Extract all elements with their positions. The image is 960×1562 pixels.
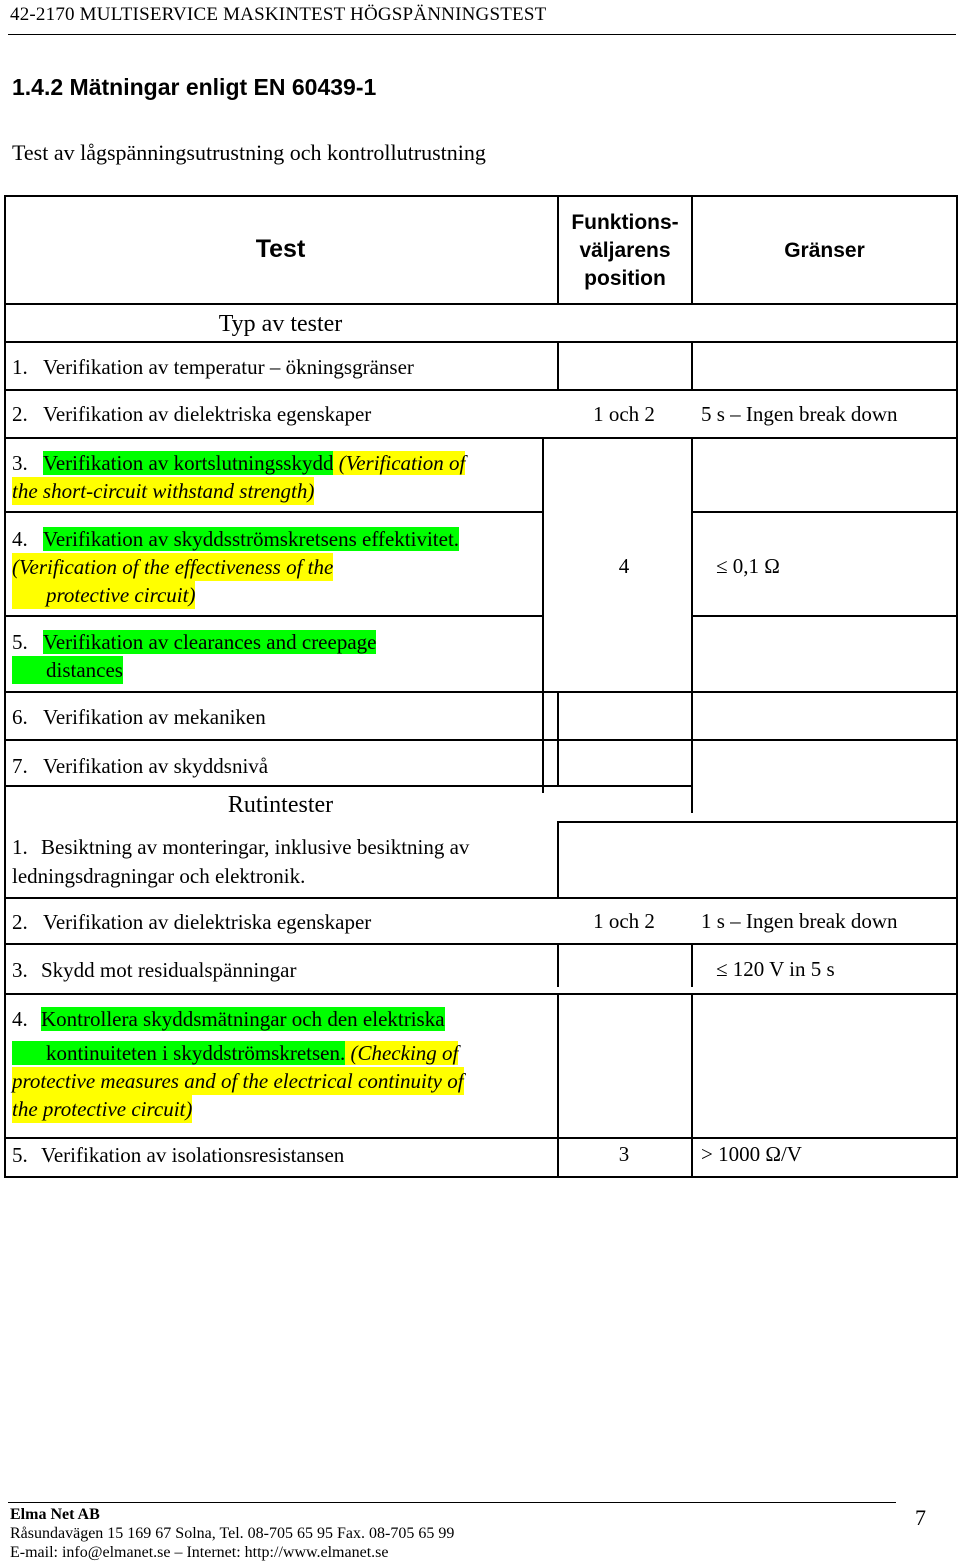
row-number: 3. <box>12 958 28 982</box>
row-text: kontinuiteten i skyddströmskretsen. <box>12 1041 345 1065</box>
type-row-2 <box>12 400 371 428</box>
row-text-english: (Checking of <box>345 1041 458 1065</box>
row-text: Verifikation av skyddsnivå <box>43 754 269 778</box>
routine-row-3 <box>12 956 296 984</box>
row-text: Kontrollera skyddsmätningar och den elektriska <box>41 1007 445 1031</box>
document-header: 42-2170 MULTISERVICE MASKINTEST HÖGSPÄNNINGSTEST <box>10 4 547 25</box>
row-rule <box>691 511 956 513</box>
routine-row-5 <box>12 1141 344 1169</box>
row-rule <box>4 943 956 945</box>
routine-row-4-line2 <box>12 1039 458 1067</box>
header-bottom-rule <box>4 303 956 305</box>
row-rule <box>4 615 542 617</box>
type-row-4-limit: ≤ 0,1 Ω <box>716 554 780 578</box>
row-number: 7. <box>12 754 28 778</box>
row-text: Verifikation av skyddsströmskretsens effektivitet. <box>43 527 460 551</box>
col-divider-10 <box>691 995 693 1137</box>
col-divider-6 <box>557 821 559 897</box>
row-number: 1. <box>12 835 28 859</box>
row-number: 3. <box>12 451 28 475</box>
col-divider-8 <box>691 943 693 987</box>
row-text: Verifikation av kortslutningsskydd <box>43 451 334 475</box>
row-number: 4. <box>12 527 28 551</box>
type-row-1 <box>12 353 414 381</box>
type-row-5-line2: distances <box>12 656 123 684</box>
type-row-4-position: 4 <box>618 554 630 578</box>
routine-row-1 <box>12 833 469 861</box>
measurement-table <box>4 195 958 1178</box>
routine-row-4-line4: the protective circuit) <box>12 1097 193 1121</box>
row-number: 4. <box>12 1007 28 1031</box>
type-row-3 <box>12 449 465 477</box>
row-text: Verifikation av mekaniken <box>43 705 266 729</box>
routine-row-4-line3: protective measures and of the electrical continuity of <box>12 1069 464 1093</box>
row-text: Verifikation av dielektriska egenskaper <box>43 910 372 934</box>
col-divider-4 <box>691 439 693 813</box>
group-heading-type: Typ av tester <box>218 311 343 337</box>
routine-row-2-position: 1 och 2 <box>593 909 655 933</box>
col-divider-5 <box>557 691 559 785</box>
section-subtitle: Test av lågspänningsutrustning och kontrollutrustning <box>12 140 486 165</box>
row-text-english: (Verification of <box>333 451 465 475</box>
header-limits: Gränser <box>784 239 865 262</box>
type-row-3-line2: the short-circuit withstand strength) <box>12 479 315 503</box>
row-text: Verifikation av isolationsresistansen <box>41 1143 345 1167</box>
row-text: Besiktning av monteringar, inklusive besiktning av <box>41 835 470 859</box>
row-rule <box>4 1137 956 1139</box>
header-position-line3: position <box>584 267 666 290</box>
header-position-line1: Funktions- <box>571 211 679 234</box>
routine-row-5-limit: > 1000 Ω/V <box>701 1142 802 1166</box>
routine-row-4 <box>12 1005 445 1033</box>
row-rule <box>4 389 956 391</box>
row-rule <box>4 691 956 693</box>
row-rule <box>4 785 691 787</box>
row-number: 1. <box>12 355 28 379</box>
type-row-6 <box>12 703 266 731</box>
row-number: 2. <box>12 402 28 426</box>
type-row-4-line3: protective circuit) <box>12 581 195 609</box>
col-divider-7 <box>557 943 559 987</box>
row-number: 2. <box>12 910 28 934</box>
group-heading-routine: Rutintester <box>227 792 334 818</box>
type-row-5 <box>12 628 376 656</box>
routine-row-2-limit: 1 s – Ingen break down <box>701 909 898 933</box>
header-rule <box>8 34 956 35</box>
footer-rule <box>8 1502 896 1503</box>
row-rule <box>557 821 956 823</box>
type-row-4-line2: (Verification of the effectiveness of the <box>12 555 334 579</box>
footer-address: Råsundavägen 15 169 67 Solna, Tel. 08-705 65 95 Fax. 08-705 65 99 <box>10 1525 455 1542</box>
routine-row-3-limit: ≤ 120 V in 5 s <box>716 957 835 981</box>
row-number: 5. <box>12 630 28 654</box>
routine-row-2 <box>12 908 371 936</box>
row-number: 6. <box>12 705 28 729</box>
col-divider-2 <box>691 343 693 389</box>
row-text: Verifikation av clearances and creepage <box>43 630 377 654</box>
type-row-2-limit: 5 s – Ingen break down <box>701 402 898 426</box>
section-heading: 1.4.2 Mätningar enligt EN 60439-1 <box>12 74 377 100</box>
header-position-line2: väljarens <box>579 239 671 262</box>
row-rule <box>691 615 956 617</box>
type-row-7 <box>12 752 268 780</box>
row-text: Verifikation av dielektriska egenskaper <box>43 402 372 426</box>
routine-row-1-line2: ledningsdragningar och elektronik. <box>12 864 306 888</box>
row-text: Skydd mot residualspänningar <box>41 958 297 982</box>
col-divider-1 <box>557 343 559 389</box>
group1-rule <box>4 341 956 343</box>
row-text: Verifikation av temperatur – ökningsgränser <box>43 355 414 379</box>
row-number: 5. <box>12 1143 28 1167</box>
row-rule <box>4 739 956 741</box>
footer-contact: E-mail: info@elmanet.se – Internet: http://www.elmanet.se <box>10 1544 389 1561</box>
row-rule <box>4 437 956 439</box>
routine-row-5-position: 3 <box>618 1142 630 1166</box>
type-row-4 <box>12 525 459 553</box>
row-rule <box>4 511 542 513</box>
row-rule <box>4 993 956 995</box>
col-divider-12 <box>691 1137 693 1177</box>
type-row-2-position: 1 och 2 <box>593 402 655 426</box>
col-divider-9 <box>557 995 559 1137</box>
footer-company: Elma Net AB <box>10 1506 100 1523</box>
row-rule <box>4 897 956 899</box>
page-number: 7 <box>915 1505 926 1530</box>
header-test: Test <box>255 235 306 263</box>
